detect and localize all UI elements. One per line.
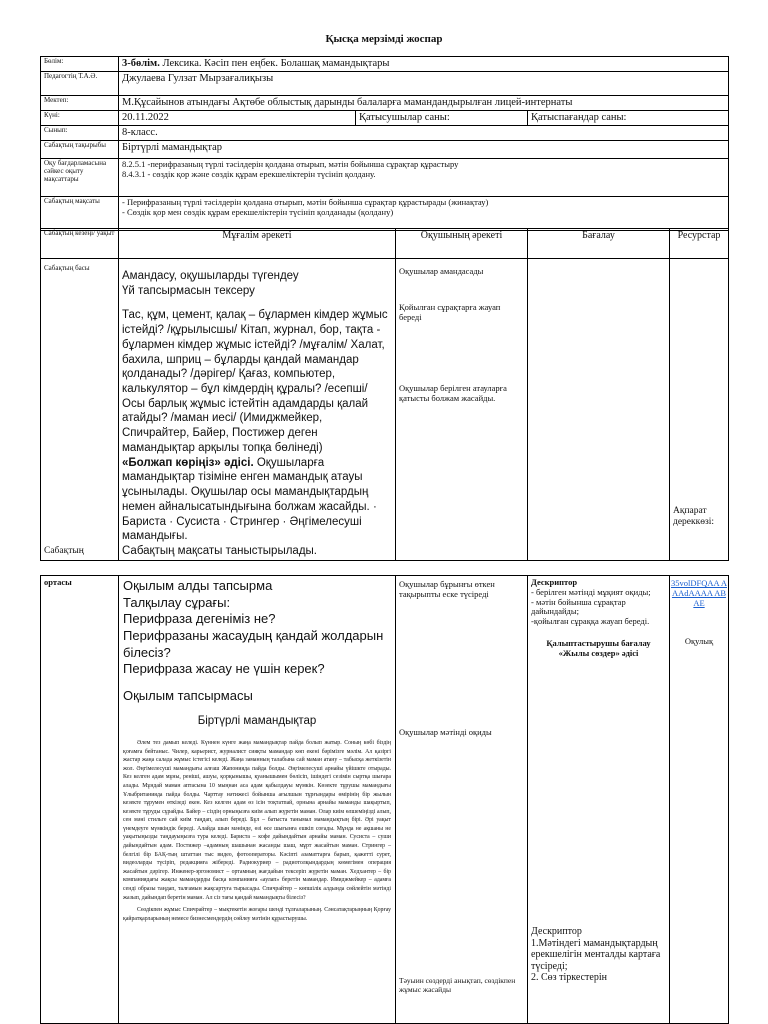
col-stage-header: Сабақтың кезеңі/ уақыт: [41, 229, 119, 259]
descriptor-2-item-1: 1.Мәтіндегі мамандықтардың ерекшелігін менталды картаға түсіреді;: [531, 937, 661, 972]
text-title: Біртүрлі мамандықтар: [197, 715, 317, 728]
info-source-label: Ақпарат дереккөзі:: [673, 505, 715, 527]
start-assessment-cell: [528, 259, 670, 561]
lesson-goal-value: - Перифразаның түрлі тәсілдерін қолдана отырып, мәтін бойынша сұрақтар құрастырады (жинақтау) - Сөздік қор мен сөздік құрам ерекшеліктерін түсініп қолданады (қолдану): [119, 197, 729, 231]
present-count-label: Қатысушылар саны:: [356, 111, 528, 126]
guess-method-text: «Болжап көріңіз» әдісі. Оқушыларға мамандықтар тізіміне енген мамандық атауы ұсынылады. Оқушылар осы мамандықтардың немен айналысатындығына болжам жасайды. · Бариста · Сусиста · Стрингер · Әңгімелесуші мамандығы.: [122, 456, 377, 543]
student-answers-text: Қойылған сұрақтарға жауап береді: [399, 301, 501, 322]
col-assessment-header: Бағалау: [528, 229, 670, 259]
middle-teacher-cell: [119, 576, 396, 1024]
topic-label: Сабақтың тақырыбы: [41, 141, 119, 159]
lesson-middle-table: [40, 575, 729, 1024]
teacher-label: Педагогтің Т.А.Ә.: [41, 72, 119, 96]
school-name: М.Құсайынов атындағы Ақтөбе облыстық дарынды балаларға мамандандырылған лицей-интернаты: [119, 96, 729, 111]
lesson-goal-label: Сабақтың мақсаты: [41, 197, 119, 231]
date-value: 20.11.2022: [119, 111, 356, 126]
stage-start-label: Сабақтың басы: [44, 264, 90, 272]
col-teacher-header: Мұғалім әрекеті: [119, 229, 396, 259]
discussion-q2: Перифразаны жасаудың қандай жолдарын білесіз?: [123, 627, 384, 660]
reading-task-title: Оқылым тапсырмасы: [123, 687, 253, 703]
warm-words-method: «Жылы сөздер» әдісі: [558, 647, 639, 658]
objectives-value: 8.2.5.1 -перифразаның түрлі тәсілдерін қолдана отырып, мәтін бойынша сұрақтар құрастыру 8.4.3.1 - сөздік қор және сөздік құрам ерекшеліктерін түсініп қолдану.: [119, 159, 729, 197]
stage-middle-cell: [41, 576, 119, 1024]
discussion-q3: Перифраза жасау не үшін керек?: [123, 661, 325, 677]
reading-text-body: Әлем тез дамып келеді. Күннен күнге жаңа мамандықтар пайда болып жатыр. Соның көбі біздің қоғамға бейтаныс. Чилер, карьерист, журналист сияқты мамандар көп екені бәрімізге мәлім. Ал қазіргі жастар жаңа салада жұмыс істегісі келеді. Жаңа заманның талабына сай маман атану – табысқа жеткізетін жол. Әңгімелесуші мамандығы алғаш Жапонияда пайда болды. Әңгімелесуші арнайы үйішкте отырады. Кез келген адам мұны, реніші, ашуы, қорқынышы, қуанышымен бөлісіп, ішіндегі сезімін сыртқа шығара алады. Мұндай маман аптасына 10 мыңнан аса адам қабылдауы мүмкін. Көзекте тұрушы мамандығы Ұлыбританияда пайда болды. Чарттау нәтижесі бойынша ағылшын тұрғындары өмірінің бір жылын кезекте тұрумен өткізеді екен. Кез келген адам өз ісін тоқтатпай, орнына арнайы маманды шақыртып, кезекте тұруды сұрайды. Байер – сіздің орныңызға киім алып жүретін маман. Олар киім өлшеміңізді алып, сен мәні стильге сай киім таңдап, алып береді. Бұл – батыста танымал мамандықтың бірі. Әрі уақыт үнемдеуге мүмкіндік береді. Алайда шын мәнінде, өзі өсе шығынға ешкіп соғады. Мұнда не ақшаны не уақытыңызды таңдауыңызға тура келеді. Бариста – кофе дайындайтын арнайы маман. Сусиста – суши дайындайтын адам. Постижер –адамның шашынан жасанды шаш, мұрт жасайтын маман. Стрингер – белгілі бір БАҚ-тың штаттан тыс видео, фотооператоры. Кәсіпті азаматтарға барып, қажетті сурет, видеоларды түсіріп, редакцияға жібереді. Радиокуриер – радиотолқындардың көмегімен операция жасайтын дәрігер. Инженер-эргономист – ортамның жағдайын тексеріп жүретін маман. Хедхантер – бір компаниядағы жақсы мамандарды басқа компанияға «аулап» беретін мамандар. Имиджмейкер – адамға сенді образы таңдап, талғамын жақсартуға тырысады. Спичрайтер – көпшілік алдында сөйлейтін мәтінді жазып, дайындап беретін маман. Ал сіз тағы қандай мамандықты білесіз?: [123, 740, 391, 901]
descriptor-1: - берілген мәтінді мұқият оқиды;: [531, 586, 651, 597]
student-reads-text: Оқушылар мәтінді оқиды: [399, 726, 492, 737]
descriptor-title: Дескриптор: [531, 577, 578, 587]
class-value: 8-класс.: [119, 126, 729, 141]
section-label: Бөлім:: [41, 57, 119, 72]
middle-resources-cell: [670, 576, 729, 1024]
descriptor-2-title: Дескриптор: [531, 926, 582, 938]
descriptor-3: -қойылған сұраққа жауап береді.: [531, 616, 650, 627]
lesson-goal-intro-text: Сабақтың мақсаты таныстырылады.: [122, 544, 317, 557]
absent-count-label: Қатыспағандар саны:: [528, 111, 729, 126]
stage-middle-label: ортасы: [44, 577, 72, 587]
resource-link[interactable]: 35volDFQAA AAAdAAAA ABAE: [671, 578, 727, 609]
class-label: Сынып:: [41, 126, 119, 141]
start-teacher-cell: [119, 259, 396, 561]
date-label: Күні:: [41, 111, 119, 126]
col-student-header: Оқушының әрекеті: [396, 229, 528, 259]
warmup-questions-text: Тас, құм, цемент, қалақ – бұлармен кімдер жұмыс істейді? /құрылысшы/ Кітап, журнал, бор, тақта - бұлармен кімдер жұмыс істейді? /мұғалім/ Халат, бахила, шприц – бұларды қандай мамандар қолданады? /дәрігер/ Қағаз, компьютер, калькулятор – бұл кімдердің құралы? /есепші/ Осы барлық жұмыс істейтін адамдарды қалай атайды? /маман иесі/ (Имиджмейкер, Спичрайтер, Байер, Постижер деген мамандықтар арқылы топқа бөлінеді): [122, 309, 388, 454]
objectives-label: Оқу бағдарламасына сәйкес оқыту мақсаттары: [41, 159, 119, 197]
section-value: 3-бөлім. Лексика. Кәсіп пен еңбек. Болашақ мамандықтары: [119, 57, 729, 72]
col-resources-header: Ресурстар: [670, 229, 729, 259]
discussion-q1: Перифраза дегеніміз не?: [123, 611, 276, 627]
stage-start-bottom: Сабақтың: [44, 546, 84, 557]
homework-check-text: Үй тапсырмасын тексеру: [122, 284, 255, 297]
middle-assessment-cell: [528, 576, 670, 1024]
student-recall-text: Оқушылар бұрынғы өткен тақырыпты еске түсіреді: [399, 579, 495, 599]
start-student-cell: [396, 259, 528, 561]
discussion-title: Талқылау сұрағы:: [123, 594, 231, 610]
greeting-text: Амандасу, оқушыларды түгендеу: [122, 270, 299, 282]
descriptor-2-item-2: 2. Сөз тіркестерін: [531, 972, 607, 984]
school-label: Мектеп:: [41, 96, 119, 111]
descriptor-2: - мәтін бойынша сұрақтар дайындайды;: [531, 596, 626, 617]
textbook-label: Оқулық: [684, 635, 714, 646]
student-guesses-text: Оқушылар берілген атауларға қатысты болжам жасайды.: [399, 383, 507, 404]
pre-reading-task: Оқылым алды тапсырма: [123, 578, 273, 593]
stage-start-cell: [41, 259, 119, 561]
formative-assessment-title: Қалыптастырушы бағалау: [546, 637, 651, 648]
student-vocab-text: Тәуыин сөздерді анықтап, сөздікпен жұмыс жасайды: [399, 976, 516, 994]
lesson-stages-table: [40, 228, 729, 561]
plan-header-table: [40, 56, 729, 231]
middle-student-cell: [396, 576, 528, 1024]
student-greets-text: Оқушылар амандасады: [399, 266, 484, 276]
reading-text-body-2: Сөздікпен жұмыс Спичрайтер – мықтекетін жоғары шенді тұлғаларының. Сәнсатақтарыңның Қорғау қайратқарларының немесе бизнесмендердің сөйлеу мәтінін құрастырушы.: [123, 907, 391, 922]
teacher-name: Джулаева Гулзат Мырзағалиқызы: [119, 72, 729, 96]
topic-value: Біртүрлі мамандықтар: [119, 141, 729, 159]
start-resources-cell: [670, 259, 729, 561]
page-title: Қысқа мерзімді жоспар: [325, 33, 443, 45]
